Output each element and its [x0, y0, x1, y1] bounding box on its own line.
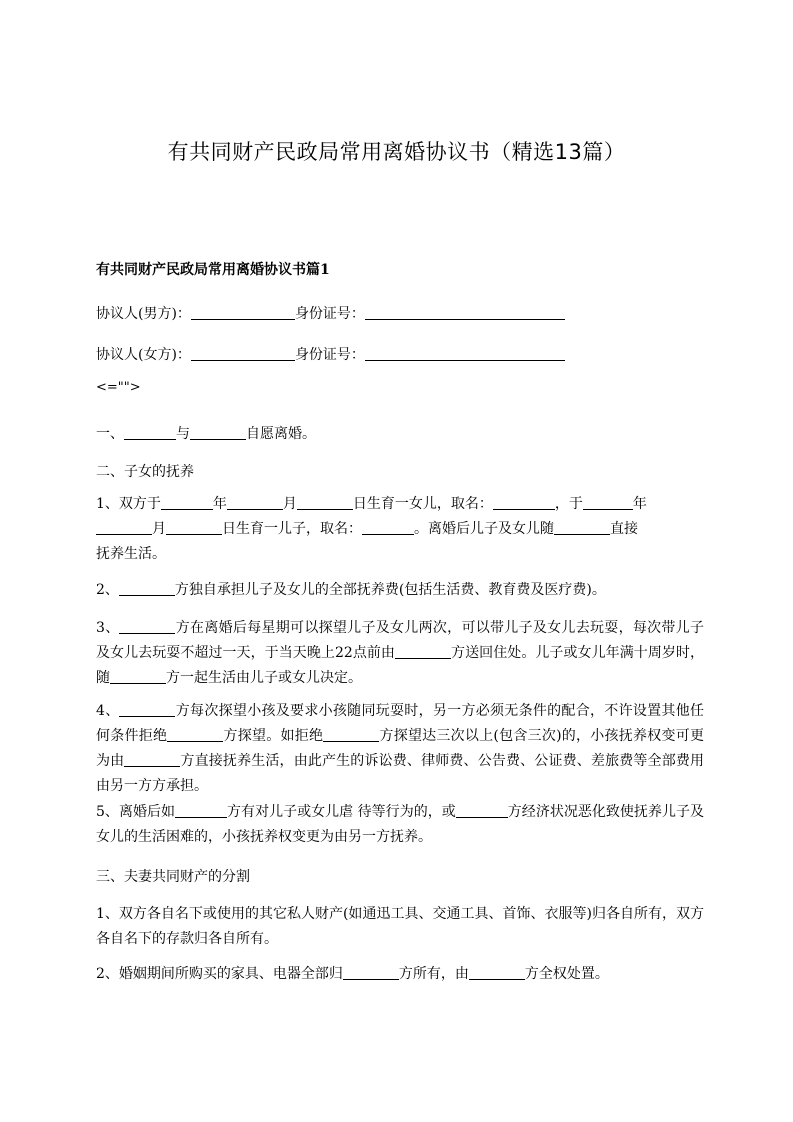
para-text: 方探望达三次以上(包含三次)的，小孩抚养权变可更为由 [96, 728, 705, 769]
id-label: 身份证号： [294, 347, 365, 363]
blank [323, 727, 379, 742]
blank [227, 495, 283, 510]
document-title: 有共同财产民政局常用离婚协议书（精选13篇） [167, 140, 626, 164]
blank [161, 495, 213, 510]
section-heading: 有共同财产民政局常用离婚协议书篇1 [96, 262, 330, 278]
blank [190, 425, 246, 440]
id-blank [365, 346, 565, 361]
paragraph-2-2 [96, 578, 704, 603]
para-text: 月 [152, 521, 166, 537]
para-text: 方在离婚后每星期可以探望儿子及女儿两次，可以带儿子及女儿去玩耍，每次带儿子及女儿去玩耍不超过一天，于当天晚上22点前由 [96, 620, 704, 661]
id-blank [365, 305, 565, 320]
clause-text: 一、 [96, 426, 124, 442]
clause-text: 与 [176, 426, 190, 442]
party-male-label: 协议人(男方)： [96, 306, 191, 322]
blank [583, 495, 633, 510]
blank [175, 803, 227, 818]
para-text: 方独自承担儿子及女儿的全部抚养费(包括生活费、教育费及医疗费)。 [174, 582, 606, 598]
stray-markup: <=""> [96, 380, 141, 395]
paragraph-2-4 [96, 699, 704, 799]
paragraph-3-1: 1、双方各自名下或使用的其它私人财产(如通迅工具、交通工具、首饰、衣服等)归各自所有，双方各自名下的存款归各自所有。 [96, 906, 704, 947]
clause-text: 自愿离婚。 [246, 426, 316, 442]
blank [166, 520, 222, 535]
paragraph-2-1 [96, 492, 704, 567]
para-text: ，于 [554, 496, 583, 512]
blank [297, 495, 353, 510]
blank [395, 644, 451, 659]
blank [343, 965, 399, 980]
blank [96, 520, 152, 535]
para-text: 4、 [96, 703, 120, 719]
para-text: 抚养生活。 [96, 546, 166, 562]
blank [119, 619, 175, 634]
para-text: 年 [212, 496, 227, 512]
para-text: 方全权处置。 [524, 966, 609, 982]
para-text: 方经济状况恶化致使抚养儿子及女儿的生活困难的，小孩抚养权变更为由另一方抚养。 [96, 804, 704, 845]
para-text: 方一起生活由儿子或女儿决定。 [166, 670, 362, 686]
id-label: 身份证号： [294, 306, 365, 322]
para-text: 方直接抚养生活，由此产生的诉讼费、律师费、公告费、公证费、差旅费等全部费用由另一方方承担。 [96, 753, 705, 794]
blank [110, 669, 166, 684]
blank [469, 965, 525, 980]
para-text: 方送回住处。儿子或女儿年满十周岁时，随 [96, 645, 704, 686]
para-text: 2、 [96, 582, 119, 598]
para-text: 1、双方于 [96, 496, 161, 512]
party-female-line [96, 344, 565, 364]
para-text: 日生育一女儿，取名： [352, 496, 493, 512]
para-text: 2、婚姻期间所购买的家具、电器全部归 [96, 966, 343, 982]
clause-1 [96, 423, 316, 443]
para-text: 方探望。如拒绝 [223, 728, 324, 744]
blank [119, 702, 175, 717]
blank [167, 727, 223, 742]
para-text: 方有对儿子或女儿虐 待等行为的，或 [227, 804, 456, 820]
blank [362, 520, 414, 535]
paragraph-3-2 [96, 962, 704, 987]
paragraph-2-5 [96, 800, 704, 850]
blank [456, 803, 508, 818]
blank [124, 425, 176, 440]
section-3-heading: 三、夫妻共同财产的分割 [96, 869, 250, 885]
name-blank [191, 346, 295, 361]
section-2-heading: 二、子女的抚养 [96, 464, 194, 480]
para-text: 方所有，由 [398, 966, 469, 982]
blank [119, 581, 175, 596]
blank [493, 495, 555, 510]
paragraph-2-3 [96, 616, 704, 691]
blank [124, 752, 180, 767]
para-text: 方每次探望小孩及要求小孩随同玩耍时，另一方必须无条件的配合，不许设置其他任何条件拒绝 [96, 703, 704, 744]
blank [554, 520, 610, 535]
party-male-line [96, 303, 565, 323]
para-text: 日生育一儿子，取名： [222, 521, 362, 537]
para-text: 年 [632, 496, 647, 512]
para-text: 月 [282, 496, 297, 512]
name-blank [191, 305, 295, 320]
para-text: 3、 [96, 620, 120, 636]
para-text: 直接 [610, 521, 638, 537]
para-text: 。离婚后儿子及女儿随 [414, 521, 554, 537]
party-female-label: 协议人(女方)： [96, 347, 191, 363]
para-text: 5、离婚后如 [96, 804, 176, 820]
